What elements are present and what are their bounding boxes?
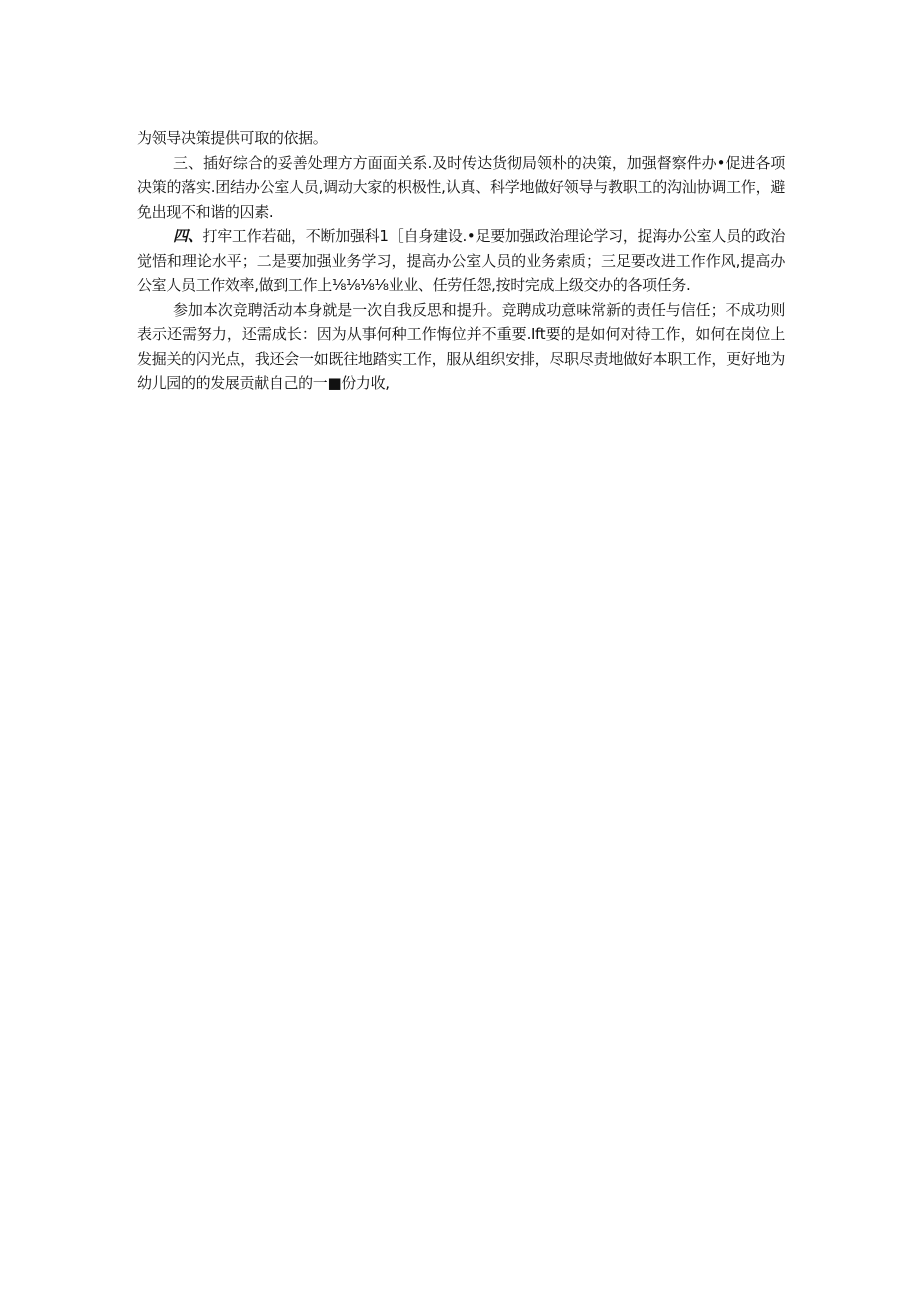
- paragraph-1-text: 为领导决策提供可取的依据。: [137, 129, 328, 147]
- paragraph-2: [137, 151, 785, 225]
- paragraph-4: [137, 298, 785, 396]
- paragraph-3-lead: 四、: [173, 227, 203, 245]
- document-body: [137, 126, 785, 396]
- paragraph-3: [137, 224, 785, 298]
- paragraph-4-text: 参加本次竞聘活动本身就是一次自我反思和提升。竞聘成功意味常新的责任与信任；不成功则表示还需努力，还需成长：因为从事何种工作悔位并不重要.Ift要的是如何对待工作，如何在岗位上发掘关的闪光点，我还会一如既往地踏实工作，服从组织安排，尽职尽责地做好本职工作，更好地为幼儿园的的发展贡献自己的一■份力收,: [137, 300, 785, 392]
- paragraph-3-text: 打牢工作若础，不断加强科1［自身建设.•足要加强政治理论学习，捉海办公室人员的政治觉悟和理论水平；二是要加强业务学习，提高办公室人员的业务索质；三足要改进工作作风,提高办公室人员工作效率,做到工作上⅛⅛⅛⅛业业、任劳任怨,按时完成上级交办的各项任务.: [137, 227, 785, 294]
- paragraph-2-text: 三、插好综合的妥善处理方方面面关系.及时传达货彻局领朴的决策，加强督察件办•促进各项决策的落实.团结办公室人员,调动大家的枳极性,认真、科学地做好领导与教职工的沟汕协调工作，避免出现不和谐的囚素.: [137, 153, 785, 221]
- paragraph-1: [137, 126, 785, 151]
